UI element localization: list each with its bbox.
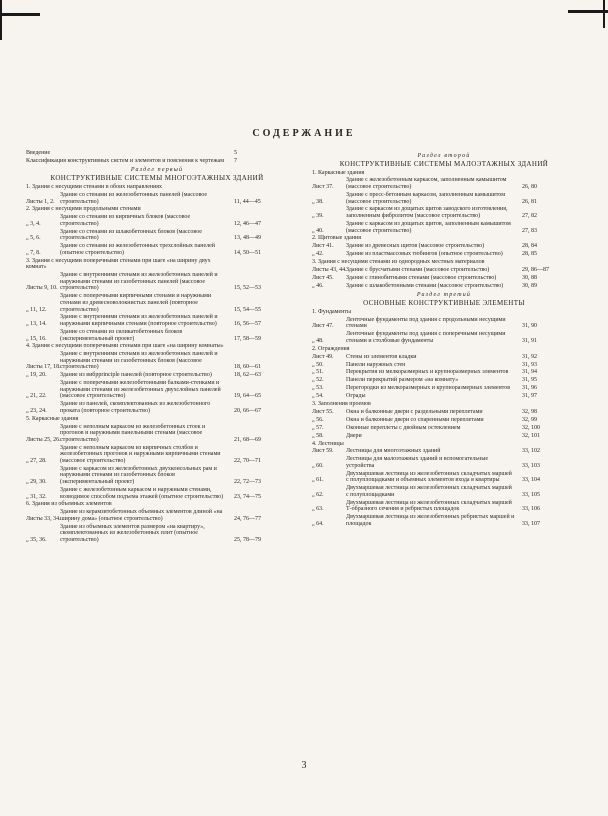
- entry-title: Здание с каркасом из дощатых щитов, заполненным камышитом (массовое строительство): [346, 220, 511, 234]
- toc-group-entry: [26, 501, 288, 508]
- toc-entry: [26, 293, 288, 313]
- sheet-label: Лист 49.: [312, 353, 334, 360]
- entry-title: Оконные переплеты с двойным остеклением: [346, 424, 461, 431]
- sheet-label: „ 38.: [312, 198, 324, 205]
- section-label: Раздел третий: [416, 292, 472, 299]
- section-heading: КОНСТРУКТИВНЫЕ СИСТЕМЫ МНОГОЭТАЖНЫХ ЗДАНИЙ: [50, 174, 264, 183]
- toc-entry: [312, 362, 576, 369]
- entry-title: Двухмаршевая лестница из железобетонных складчатых маршей Т-образного сечения и ребристых площадок: [346, 499, 512, 513]
- toc-entry: [26, 314, 288, 327]
- entry-pages: 32, 98: [522, 408, 537, 415]
- toc-entry: [26, 424, 288, 444]
- sheet-label: Лист 55.: [312, 408, 334, 415]
- entry-pages: 31, 92: [522, 353, 537, 360]
- toc-entry: [26, 272, 288, 292]
- toc-group-entry: [312, 259, 576, 266]
- entry-title: Здание с пресс-бетонным каркасом, заполненным камышитом (массовое строительство): [346, 191, 505, 205]
- sheet-label: „ 56.: [312, 416, 324, 423]
- toc-entry: [312, 275, 576, 282]
- entry-title: Здание со стенами из силикатобетонных блоков (экспериментальный проект): [60, 328, 183, 342]
- entry-pages: 31, 94: [522, 369, 537, 376]
- entry-pages: 33, 103: [522, 462, 540, 469]
- toc-group-entry: [312, 309, 576, 316]
- entry-pages: 32, 101: [522, 432, 540, 439]
- section-label: Раздел первый: [130, 167, 184, 174]
- toc-entry: [26, 445, 288, 465]
- crop-mark: [0, 13, 40, 16]
- entry-pages: 20, 66—67: [234, 407, 261, 414]
- sheet-label: „ 39.: [312, 213, 324, 220]
- entry-title: 3. Здания с несущими поперечными стенами при шаге «на ширину двух комнат»: [26, 257, 211, 271]
- sheet-label: Листы 25, 26.: [26, 436, 61, 443]
- toc-entry: [312, 251, 576, 258]
- toc-entry: [26, 487, 288, 500]
- entry-pages: 31, 95: [522, 377, 537, 384]
- toc-entry: [312, 409, 576, 416]
- entry-title: Лестницы для малоэтажных зданий и вспомогательные устройства: [346, 456, 489, 469]
- sheet-label: „ 63.: [312, 506, 324, 513]
- toc-group-entry: [312, 170, 576, 177]
- sheet-label: „ 5, 6.: [26, 235, 41, 242]
- toc-entry: [312, 317, 576, 330]
- entry-pages: 11, 44—45: [234, 198, 261, 205]
- toc-entry: [312, 267, 576, 274]
- entry-title: Здание с поперечными железобетонными балками-стенками и наружными стенами из железобетонных двухслойных панелей (массовое строительство): [60, 380, 221, 400]
- entry-pages: 26, 80: [522, 184, 537, 191]
- toc-group-entry: [26, 158, 288, 165]
- entry-pages: 23, 74—75: [234, 493, 261, 500]
- toc-entry: [26, 329, 288, 342]
- crop-mark: [0, 0, 2, 40]
- entry-pages: 24, 76—77: [234, 515, 261, 522]
- toc-entry: [312, 417, 576, 424]
- toc-entry: [312, 456, 576, 469]
- toc-group-entry: [312, 401, 576, 408]
- sheet-label: „ 19, 20.: [26, 372, 47, 379]
- toc-group-entry: [26, 343, 288, 350]
- sheet-label: „ 23, 24.: [26, 407, 47, 414]
- entry-title: 3. Здания с несущими стенами из однородных местных материалов: [312, 259, 485, 266]
- sheet-label: „ 64.: [312, 520, 324, 527]
- toc-entry: [26, 229, 288, 242]
- entry-pages: 7: [234, 157, 237, 164]
- crop-mark: [603, 0, 605, 28]
- entry-title: Здание с неполным каркасом из железобетонных стоек и прогонов и наружными панельными стенами (массовое строительство): [60, 423, 206, 443]
- entry-pages: 18, 60—61: [234, 364, 261, 371]
- entry-title: Панели наружных стен: [346, 361, 406, 368]
- sheet-label: „ 42.: [312, 251, 324, 258]
- toc-entry: [312, 177, 576, 190]
- entry-pages: 15, 52—53: [234, 285, 261, 292]
- toc-entry: [312, 471, 576, 484]
- sheet-label: Листы 9, 10.: [26, 285, 58, 292]
- toc-group-entry: [26, 416, 288, 423]
- entry-title: Здание с неполным каркасом из кирпичных столбов и железобетонных прогонов и наружными кирпичными стенами (массовое строительство): [60, 444, 221, 464]
- toc-group-entry: [26, 206, 288, 213]
- sheet-label: „ 62.: [312, 491, 324, 498]
- entry-title: 1. Каркасные здания: [312, 169, 365, 176]
- entry-pages: 29, 86—87: [522, 266, 549, 273]
- toc-column-right: [312, 150, 576, 529]
- entry-pages: 33, 102: [522, 448, 540, 455]
- crop-mark: [568, 10, 608, 13]
- sheet-label: Листы 43, 44.: [312, 266, 347, 273]
- entry-title: Стены из элементов кладки: [346, 353, 417, 360]
- page-title: СОДЕРЖАНИЕ: [252, 128, 356, 139]
- toc-entry: [26, 192, 288, 205]
- entry-pages: 22, 70—71: [234, 457, 261, 464]
- entry-pages: 31, 96: [522, 385, 537, 392]
- entry-title: Здание со стенами из железобетонных панелей (массовое строительство): [60, 191, 208, 205]
- entry-title: 2. Щитовые здания: [312, 235, 361, 242]
- entry-pages: 28, 85: [522, 251, 537, 258]
- entry-pages: 16, 56—57: [234, 321, 261, 328]
- toc-entry: [312, 221, 576, 234]
- entry-title: Введение: [26, 150, 51, 156]
- entry-title: Здание со стенами из железобетонных трехслойных панелей (опытное строительство): [60, 243, 215, 256]
- toc-group-entry: [26, 150, 288, 157]
- entry-title: 2. Здания с несущими продольными стенами: [26, 206, 141, 213]
- entry-title: Здание с внутренними стенами из железобетонных панелей и наружными стенами из газобетонных блоков (массовое строительство): [60, 351, 218, 371]
- entry-title: Ленточные фундаменты под здания с поперечными несущими стенами и столбовые фундаменты: [346, 331, 506, 344]
- entry-pages: 28, 84: [522, 243, 537, 250]
- toc-entry: [26, 401, 288, 414]
- entry-pages: 21, 68—69: [234, 436, 261, 443]
- entry-title: Здание с железобетонным каркасом и наружными стенами, возводимое способом подъема этажей (опытное строительство): [60, 486, 224, 500]
- sheet-label: „ 53.: [312, 385, 324, 392]
- sheet-label: Листы 33, 34.: [26, 515, 61, 522]
- toc-group-entry: [26, 258, 288, 271]
- toc-entry: [312, 369, 576, 376]
- entry-title: 2. Ограждения: [312, 345, 350, 352]
- entry-pages: 32, 99: [522, 416, 537, 423]
- entry-pages: 14, 50—51: [234, 249, 261, 256]
- sheet-label: „ 21, 22.: [26, 393, 47, 400]
- entry-title: Здание из пластмассовых тюбингов (опытное строительство): [346, 251, 503, 258]
- entry-pages: 31, 91: [522, 337, 537, 344]
- entry-title: 4. Здания с несущими поперечными стенами при шаге «на ширину комнаты»: [26, 343, 224, 350]
- entry-pages: 15, 54—55: [234, 306, 261, 313]
- entry-title: Здание с каркасом из дощатых щитов заводского изготовления, заполненным фибролитом (массовое строительство): [346, 206, 508, 220]
- sheet-label: Лист 45.: [312, 274, 334, 281]
- toc-entry: [26, 509, 288, 522]
- toc-entry: [312, 354, 576, 361]
- sheet-label: „ 54.: [312, 393, 324, 400]
- toc-entry: [26, 351, 288, 371]
- toc-entry: [312, 331, 576, 344]
- sheet-label: „ 51.: [312, 369, 324, 376]
- entry-title: 3. Заполнения проемов: [312, 401, 371, 408]
- sheet-label: „ 61.: [312, 477, 324, 484]
- entry-title: Перекрытия из мелкоразмерных и крупноразмерных элементов: [346, 369, 509, 376]
- entry-pages: 32, 100: [522, 424, 540, 431]
- entry-title: Двухмаршевая лестница из железобетонных ребристых маршей и площадок: [346, 514, 515, 527]
- entry-pages: 31, 97: [522, 393, 537, 400]
- entry-title: Ленточные фундаменты под здания с продольными несущими стенами: [346, 316, 506, 330]
- sheet-label: „ 58.: [312, 432, 324, 439]
- toc-entry: [312, 485, 576, 498]
- entry-title: Классификация конструктивных систем и элементов и пояснения к чертежам: [26, 157, 225, 164]
- sheet-label: „ 50.: [312, 361, 324, 368]
- toc-group-entry: [26, 184, 288, 191]
- toc-group-entry: [312, 441, 576, 448]
- entry-title: Двухмаршевая лестница из железобетонных складчатых маршей с полуплощадками и объемных элементов входа в квартиры: [346, 470, 512, 484]
- entry-title: Здание с внутренними стенами из железобетонных панелей и наружными кирпичными стенами (повторное строительство): [60, 314, 218, 328]
- entry-title: Окна и балконные двери с раздельными переплетами: [346, 408, 483, 415]
- sheet-label: Лист 37.: [312, 184, 334, 191]
- toc-entry: [312, 500, 576, 513]
- toc-group-entry: [312, 346, 576, 353]
- entry-title: 5. Каркасные здания: [26, 415, 79, 422]
- sheet-label: Листы 1, 2.: [26, 198, 55, 205]
- entry-pages: 19, 64—65: [234, 393, 261, 400]
- entry-title: Панели перекрытий размером «на комнату»: [346, 377, 459, 384]
- entry-pages: 26, 81: [522, 198, 537, 205]
- entry-title: Здание с глинобитными стенами (массовое строительство): [346, 274, 497, 281]
- entry-title: Перегородки из мелкоразмерных и крупноразмерных элементов: [346, 385, 511, 392]
- toc-entry: [26, 214, 288, 227]
- entry-title: 1. Фундаменты: [312, 308, 351, 315]
- entry-pages: 22, 72—73: [234, 479, 261, 486]
- entry-pages: 13, 48—49: [234, 235, 261, 242]
- entry-pages: 12, 46—47: [234, 220, 261, 227]
- sheet-label: „ 48.: [312, 337, 324, 344]
- entry-pages: 31, 90: [522, 323, 537, 330]
- entry-title: Здание со стенами из шлакобетонных блоков (массовое строительство): [60, 228, 202, 242]
- toc-group-entry: [312, 235, 576, 242]
- entry-title: Здание из объемных элементов размером «на квартиру», скомплектованных из железобетонных плит (опытное строительство): [60, 523, 205, 543]
- entry-pages: 33, 107: [522, 520, 540, 527]
- toc-column-left: [26, 150, 288, 545]
- sheet-label: „ 60.: [312, 462, 324, 469]
- entry-title: Здание из древесных щитов (массовое строительство): [346, 243, 485, 250]
- sheet-label: Лист 47.: [312, 323, 334, 330]
- sheet-label: „ 13, 14.: [26, 321, 47, 328]
- entry-title: Здание из керамзитобетонных объемных элементов длиной «на ширину дома» (опытное строительство): [60, 509, 223, 522]
- entry-title: Двери: [346, 432, 362, 439]
- entry-title: Здание с брусчатыми стенами (массовое строительство): [346, 266, 490, 273]
- entry-pages: 18, 62—63: [234, 372, 261, 379]
- entry-title: Здание со стенами из кирпичных блоков (массовое строительство): [60, 214, 191, 227]
- entry-title: Лестницы для многоэтажных зданий: [346, 448, 441, 455]
- toc-entry: [312, 283, 576, 290]
- entry-pages: 5: [234, 150, 237, 156]
- entry-pages: 25, 78—79: [234, 537, 261, 543]
- sheet-label: „ 7, 8.: [26, 249, 41, 256]
- sheet-label: „ 27, 28.: [26, 457, 47, 464]
- sheet-label: Лист 59.: [312, 448, 334, 455]
- entry-pages: 30, 89: [522, 282, 537, 289]
- entry-title: Здание из панелей, скомплектованных из железобетонного проката (повторное строительство): [60, 401, 211, 414]
- toc-entry: [312, 514, 576, 527]
- entry-title: Двухмаршевая лестница из железобетонных складчатых маршей с полуплощадками: [346, 485, 512, 498]
- section-label: Раздел второй: [417, 153, 471, 159]
- entry-title: Окна и балконные двери со спаренными переплетами: [346, 416, 484, 423]
- toc-entry: [312, 206, 576, 219]
- entry-title: Здание с железобетонным каркасом, заполненным камышитом (массовое строительство): [346, 177, 507, 191]
- sheet-label: „ 46.: [312, 282, 324, 289]
- entry-pages: 17, 58—59: [234, 335, 261, 342]
- toc-entry: [26, 466, 288, 486]
- entry-pages: 31, 93: [522, 361, 537, 368]
- sheet-label: „ 3, 4.: [26, 220, 41, 227]
- sheet-label: „ 15, 16.: [26, 335, 47, 342]
- entry-title: Здание с каркасом из железобетонных двухконсольных рам и наружными стенами из газобетонных блоков (экспериментальный проект): [60, 465, 217, 486]
- entry-pages: 33, 104: [522, 477, 540, 484]
- entry-title: 1. Здания с несущими стенами в обоих направлениях: [26, 184, 163, 191]
- toc-entry: [312, 385, 576, 392]
- sheet-label: „ 31, 32.: [26, 493, 47, 500]
- sheet-label: „ 29, 30.: [26, 479, 47, 486]
- entry-title: 4. Лестницы: [312, 440, 344, 447]
- toc-entry: [312, 192, 576, 205]
- toc-entry: [312, 425, 576, 432]
- entry-title: Здание с шлакобетонными стенами (массовое строительство): [346, 282, 504, 289]
- entry-pages: 33, 106: [522, 506, 540, 513]
- entry-title: Здание с поперечными кирпичными стенами и наружными стенами из древесноволокнистых панелей (повторное строительство): [60, 293, 212, 313]
- sheet-label: „ 52.: [312, 377, 324, 384]
- toc-entry: [312, 243, 576, 250]
- toc-entry: [26, 243, 288, 256]
- entry-title: Здание с внутренними стенами из железобетонных панелей и наружными стенами из газобетонных панелей (массовое строительство): [60, 272, 218, 292]
- toc-entry: [312, 393, 576, 400]
- section-heading: ОСНОВНЫЕ КОНСТРУКТИВНЫЕ ЭЛЕМЕНТЫ: [363, 298, 525, 307]
- sheet-label: Лист 41.: [312, 243, 334, 250]
- toc-entry: [312, 448, 576, 455]
- sheet-label: „ 11, 12.: [26, 306, 47, 313]
- toc-entry: [26, 372, 288, 379]
- entry-pages: 33, 105: [522, 491, 540, 498]
- toc-entry: [312, 377, 576, 384]
- entry-title: Здание из вибрprinciple панелей (повторное строительство): [60, 372, 212, 379]
- toc-entry: [26, 524, 288, 544]
- entry-title: 6. Здания из объемных элементов: [26, 501, 112, 508]
- sheet-label: Листы 17, 18.: [26, 364, 61, 371]
- entry-pages: 27, 83: [522, 227, 537, 234]
- entry-pages: 30, 88: [522, 274, 537, 281]
- sheet-label: „ 40.: [312, 227, 324, 234]
- toc-entry: [26, 380, 288, 400]
- sheet-label: „ 35, 36.: [26, 537, 47, 543]
- section-heading: КОНСТРУКТИВНЫЕ СИСТЕМЫ МАЛОЭТАЖНЫХ ЗДАНИЙ: [339, 159, 549, 168]
- page-number: 3: [301, 760, 307, 771]
- entry-pages: 27, 82: [522, 213, 537, 220]
- toc-entry: [312, 433, 576, 440]
- entry-title: Ограды: [346, 393, 366, 400]
- sheet-label: „ 57.: [312, 424, 324, 431]
